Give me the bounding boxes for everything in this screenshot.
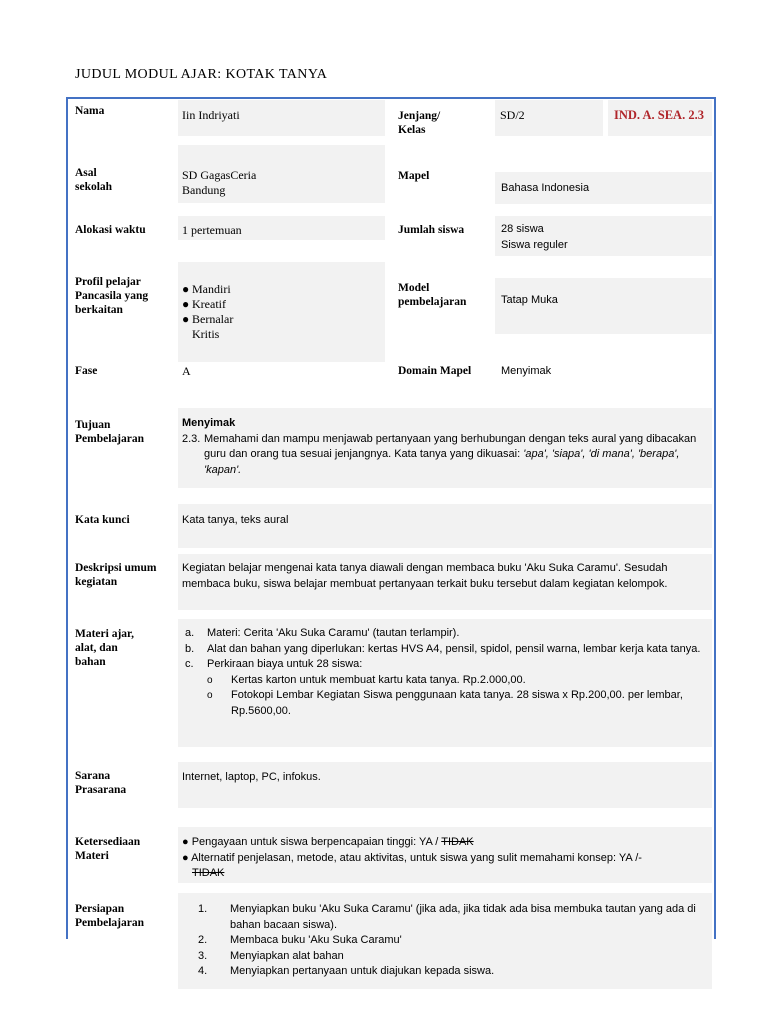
- value-jumlah-1: 28 siswa: [501, 223, 544, 235]
- value-jenjang: SD/2: [500, 108, 525, 122]
- value-model: Tatap Muka: [501, 294, 558, 306]
- list-item: a. Materi: Cerita 'Aku Suka Caramu' (tautan terlampir).: [185, 627, 460, 639]
- value-asal: SD GagasCeria Bandung: [182, 168, 257, 197]
- list-item: ● Mandiri: [182, 282, 231, 296]
- label-persiapan: Persiapan Pembelajaran: [75, 903, 144, 929]
- value-alokasi: 1 pertemuan: [182, 223, 242, 237]
- label-jumlah: Jumlah siswa: [398, 224, 465, 236]
- label-nama: Nama: [75, 105, 105, 117]
- tujuan-heading: Menyimak: [182, 417, 236, 429]
- list-item: 1. Menyiapkan buku 'Aku Suka Caramu' (jika ada, jika tidak ada bisa membuka tautan yang ada di bahan bacaan siswa).: [198, 903, 696, 931]
- label-jenjang: Jenjang/ Kelas: [398, 110, 441, 136]
- value-fase: A: [182, 364, 191, 378]
- list-item: 2. Membaca buku 'Aku Suka Caramu': [198, 934, 402, 946]
- label-deskripsi: Deskripsi umum kegiatan: [75, 562, 157, 588]
- materi-list: [185, 626, 703, 719]
- list-item: o Kertas karton untuk membuat kartu kata tanya. Rp.2.000,00.: [207, 673, 526, 686]
- label-sarana: Sarana Prasarana: [75, 770, 127, 796]
- label-kata-kunci: Kata kunci: [75, 514, 130, 526]
- list-item: ● Bernalar Kritis: [182, 312, 234, 341]
- label-mapel: Mapel: [398, 170, 430, 182]
- value-domain: Menyimak: [501, 365, 552, 377]
- tujuan-content: [182, 416, 702, 478]
- ketersediaan-list: [182, 835, 702, 882]
- tujuan-text: Memahami dan mampu menjawab pertanyaan yang berhubungan dengan teks aural yang dibacakan guru dan orang tua sesuai jenjangnya. Kata tanya yang dikuasai: 'apa', 'siapa', 'di mana', 'berapa', 'kapan'.: [204, 432, 697, 476]
- list-item: 3. Menyiapkan alat bahan: [198, 949, 344, 962]
- list-item: ● Pengayaan untuk siswa berpencapaian tinggi: YA / TIDAK: [182, 836, 474, 848]
- label-fase: Fase: [75, 365, 98, 377]
- profil-list: [182, 282, 262, 342]
- tujuan-words: 'apa', 'siapa', 'di mana', 'berapa', 'kapan'.: [204, 448, 680, 476]
- label-domain: Domain Mapel: [398, 365, 472, 377]
- code-badge: IND. A. SEA. 2.3: [614, 108, 704, 122]
- list-item: 4. Menyiapkan pertanyaan untuk diajukan kepada siswa.: [198, 965, 495, 977]
- document-title: JUDUL MODUL AJAR: KOTAK TANYA: [75, 67, 328, 82]
- label-tujuan: Tujuan Pembelajaran: [75, 419, 144, 445]
- label-asal: Asal sekolah: [75, 167, 113, 193]
- value-jumlah-2: Siswa reguler: [501, 239, 568, 251]
- label-materi: Materi ajar, alat, dan bahan: [75, 628, 134, 668]
- value-sarana: Internet, laptop, PC, infokus.: [182, 771, 321, 783]
- list-item: ● Alternatif penjelasan, metode, atau aktivitas, untuk siswa yang sulit memahami konsep: YA /- TIDAK: [182, 851, 642, 879]
- value-kata-kunci: Kata tanya, teks aural: [182, 514, 289, 526]
- label-model: Model pembelajaran: [398, 282, 467, 308]
- value-deskripsi: Kegiatan belajar mengenai kata tanya diawali dengan membaca buku 'Aku Suka Caramu'. Sesudah membaca buku, siswa belajar membuat pertanyaan terkait buku tersebut dalam kegiatan kelompok.: [182, 562, 668, 590]
- label-alokasi: Alokasi waktu: [75, 224, 146, 236]
- value-nama: Iin Indriyati: [182, 108, 240, 122]
- list-item: c. Perkiraan biaya untuk 28 siswa:: [185, 658, 363, 670]
- list-item: ● Kreatif: [182, 297, 226, 311]
- label-ketersediaan: Ketersediaan Materi: [75, 836, 141, 862]
- tujuan-number: 2.3.: [182, 432, 201, 445]
- persiapan-list: [180, 902, 700, 980]
- list-item: o Fotokopi Lembar Kegiatan Siswa penggunaan kata tanya. 28 siswa x Rp.200,00. per lembar, Rp.5600,00.: [207, 689, 683, 717]
- value-mapel: Bahasa Indonesia: [501, 182, 590, 194]
- label-profil: Profil pelajar Pancasila yang berkaitan: [75, 276, 149, 316]
- list-item: b. Alat dan bahan yang diperlukan: kertas HVS A4, pensil, spidol, pensil warna, lembar kerja kata tanya.: [185, 642, 701, 655]
